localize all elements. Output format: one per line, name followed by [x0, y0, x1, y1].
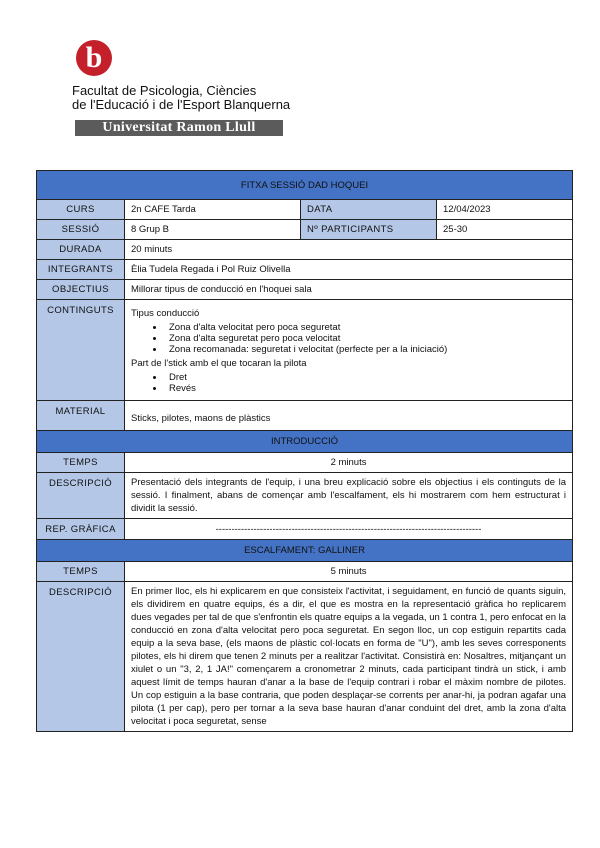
integrants-value: Èlia Tudela Regada i Pol Ruiz Olivella: [125, 260, 573, 280]
objectius-value: Millorar tipus de conducció en l'hoquei sala: [125, 280, 573, 300]
list-item: • Zona d'alta seguretat pero poca velocitat: [165, 333, 566, 344]
escalfament-title-row: [37, 540, 573, 562]
continguts-row: [37, 300, 573, 401]
objectius-row: [37, 280, 573, 300]
university-banner: Universitat Ramon Llull: [75, 120, 283, 136]
conduction-types-list: [131, 322, 566, 355]
introduccio-title-row: [37, 431, 573, 453]
objectius-label: OBJECTIUS: [37, 280, 125, 300]
durada-value: 20 minuts: [125, 240, 573, 260]
sessio-label: SESSIÓ: [37, 220, 125, 240]
list-item: • Revés: [165, 383, 566, 394]
integrants-row: [37, 260, 573, 280]
list-item: • Zona recomanada: seguretat i velocitat (perfecte per a la iniciació): [165, 344, 566, 355]
escalfament-descripcio-label: DESCRIPCIÓ: [37, 582, 125, 732]
session-sheet-table: [36, 170, 573, 732]
introduccio-temps-value: 2 minuts: [125, 453, 573, 473]
participants-label: Nº PARTICIPANTS: [301, 220, 437, 240]
list-item: • Dret: [165, 372, 566, 383]
durada-label: DURADA: [37, 240, 125, 260]
sessio-row: [37, 220, 573, 240]
continguts-value: [125, 300, 573, 401]
introduccio-temps-label: TEMPS: [37, 453, 125, 473]
introduccio-descripcio-label: DESCRIPCIÓ: [37, 473, 125, 519]
participants-value: 25-30: [437, 220, 573, 240]
curs-value: 2n CAFE Tarda: [125, 200, 301, 220]
curs-row: [37, 200, 573, 220]
escalfament-descripcio-row: [37, 582, 573, 732]
introduccio-descripcio-value: Presentació dels integrants de l'equip, i una breu explicació sobre els objectius i els continguts de la sessió. I finalment, abans de començar amb l'escalfament, els hi mostrarem com hem estructurat i dividit la sessió.: [125, 473, 573, 519]
stick-parts-list: [131, 372, 566, 394]
curs-label: CURS: [37, 200, 125, 220]
introduccio-temps-row: [37, 453, 573, 473]
introduccio-title: INTRODUCCIÓ: [37, 431, 573, 453]
material-label: MATERIAL: [37, 401, 125, 431]
continguts-label: CONTINGUTS: [37, 300, 125, 401]
title-row: [37, 171, 573, 200]
introduccio-descripcio-row: [37, 473, 573, 519]
faculty-header: [72, 40, 302, 136]
escalfament-descripcio-value: En primer lloc, els hi explicarem en que consisteix l'activitat, i seguidament, en funció de quants siguin, els dividirem en quatre equips, és a dir, el que es mostra en la representació gràfica ho replicarem dues vegades per tal de que s'enfrontin els quatre equips a la vegada, un 1 contra 1, pero enfocat en la conducció en zona d'alta velocitat pero poca seguretat. En segon lloc, un cop estiguin repartits cada equip a la seva base, (els maons de plàstic col·locats en forma de "U"), amb les seves corresponents pilotes, els hi direm que tenen 2 minuts per a realitzar l'activitat. Consistirà en: Nosaltres, mitjançant un xiulet o un "3, 2, 1 JA!" començarem a cronometrar 2 minuts, cada participant tindrà un stick, i amb aquest límit de temps hauran d'anar a la base de l'equip contrari i robar el màxim nombre de pilotes. Un cop estiguin a la base contraria, que poden desplaçar-se corrents per anar-hi, ja podran agafar una pilota (1 per cap), pero per tornar a la seva base hauran d'anar conduint del dret, amb la zona d'alta velocitat i poca seguretat, sense: [125, 582, 573, 732]
material-value: Sticks, pilotes, maons de plàstics: [125, 401, 573, 431]
stick-part-title: Part de l'stick amb el que tocaran la pilota: [131, 358, 307, 369]
sheet-title: FITXA SESSIÓ DAD HOQUEI: [37, 171, 573, 200]
integrants-label: INTEGRANTS: [37, 260, 125, 280]
continguts-intro: Tipus conducció: [131, 308, 200, 319]
data-value: 12/04/2023: [437, 200, 573, 220]
faculty-name-line2: de l'Educació i de l'Esport Blanquerna: [72, 97, 291, 112]
rep-grafica-label: REP. GRÀFICA: [37, 519, 125, 540]
escalfament-title: ESCALFAMENT: GALLINER: [37, 540, 573, 562]
sessio-value: 8 Grup B: [125, 220, 301, 240]
blanquerna-logo: [76, 40, 112, 76]
durada-row: [37, 240, 573, 260]
logo-letter: b: [85, 41, 103, 74]
escalfament-temps-row: [37, 562, 573, 582]
rep-grafica-value: ------------------------------------------------------------------------------------: [125, 519, 573, 540]
escalfament-temps-value: 5 minuts: [125, 562, 573, 582]
list-item: • Zona d'alta velocitat pero poca seguretat: [165, 322, 566, 333]
introduccio-rep-row: [37, 519, 573, 540]
material-row: [37, 401, 573, 431]
data-label: DATA: [301, 200, 437, 220]
faculty-name-line1: Facultat de Psicologia, Ciències: [72, 83, 257, 98]
escalfament-temps-label: TEMPS: [37, 562, 125, 582]
